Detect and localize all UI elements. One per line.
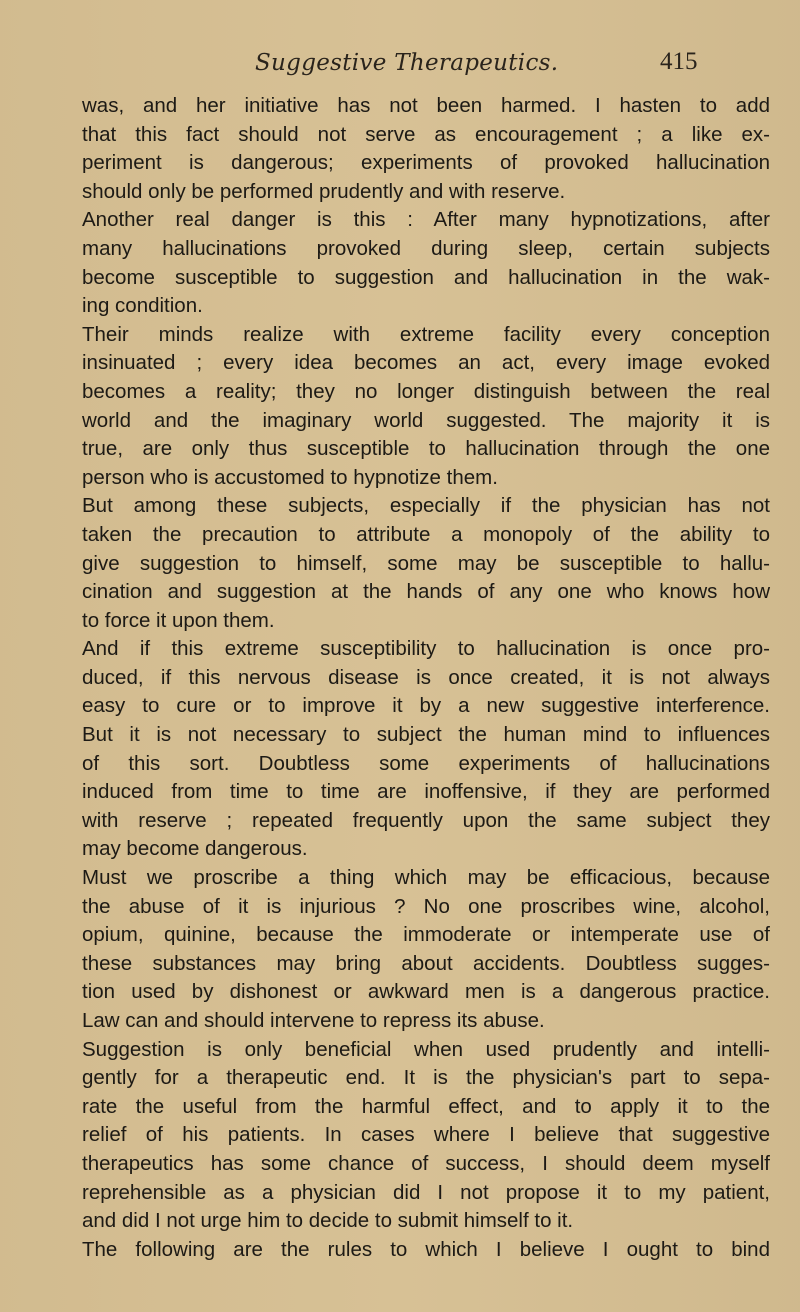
text-line: these substances may bring about accidents. Doubtless sugges- (82, 951, 770, 975)
text-line: Must we proscribe a thing which may be efficacious, because (82, 866, 770, 890)
text-line: Another real danger is this : After many hypnotizations, after (82, 208, 770, 232)
body-text (82, 92, 770, 1264)
text-line: give suggestion to himself, some may be susceptible to hallu- (82, 551, 770, 575)
text-line: was, and her initiative has not been harmed. I hasten to add (82, 94, 770, 117)
text-line: cination and suggestion at the hands of any one who knows how (82, 580, 770, 604)
text-line: taken the precaution to attribute a monopoly of the ability to (82, 522, 770, 546)
text-line: But among these subjects, especially if the physician has not (82, 494, 770, 518)
text-line: opium, quinine, because the immoderate or intemperate use of (82, 923, 770, 947)
running-title: Suggestive Therapeutics. (255, 50, 559, 76)
text-line: Suggestion is only beneficial when used prudently and intelli- (82, 1037, 770, 1061)
text-line: with reserve ; repeated frequently upon the same subject they (82, 808, 770, 832)
text-line: many hallucinations provoked during sleep, certain subjects (82, 236, 770, 260)
text-line: relief of his patients. In cases where I believe that suggestive (82, 1123, 770, 1147)
text-line: tion used by dishonest or awkward men is a dangerous practice. (82, 980, 770, 1004)
text-line: that this fact should not serve as encouragement ; a like ex- (82, 122, 770, 146)
text-line: Their minds realize with extreme facility every conception (82, 322, 770, 346)
text-line: the abuse of it is injurious ? No one proscribes wine, alcohol, (82, 894, 770, 918)
text-line: reprehensible as a physician did I not propose it to my patient, (82, 1180, 770, 1204)
text-line: should only be performed prudently and with reserve. (82, 179, 566, 203)
text-line: easy to cure or to improve it by a new suggestive interference. (82, 694, 770, 718)
text-line: ing condition. (82, 294, 203, 318)
text-line: The following are the rules to which I believe I ought to bind (82, 1237, 770, 1261)
text-line: to force it upon them. (82, 608, 275, 632)
page-number: 415 (660, 48, 698, 75)
text-line: duced, if this nervous disease is once created, it is not always (82, 665, 770, 689)
text-line: of this sort. Doubtless some experiments of hallucinations (82, 751, 770, 775)
text-line: becomes a reality; they no longer distinguish between the real (82, 379, 770, 403)
text-line: world and the imaginary world suggested. The majority it is (82, 408, 770, 432)
text-line: become susceptible to suggestion and hallucination in the wak- (82, 265, 770, 289)
text-line: insinuated ; every idea becomes an act, every image evoked (82, 351, 770, 375)
text-line: may become dangerous. (82, 837, 308, 861)
text-line: therapeutics has some chance of success, I should deem myself (82, 1151, 770, 1175)
text-line: and did I not urge him to decide to submit himself to it. (82, 1209, 574, 1233)
text-line: Law can and should intervene to repress its abuse. (82, 1009, 545, 1032)
text-line: gently for a therapeutic end. It is the physician's part to sepa- (82, 1066, 770, 1090)
text-line: periment is dangerous; experiments of provoked hallucination (82, 151, 770, 175)
text-line: true, are only thus susceptible to hallucination through the one (82, 437, 770, 461)
text-line: person who is accustomed to hypnotize them. (82, 465, 498, 489)
text-line: induced from time to time are inoffensive, if they are performed (82, 780, 770, 804)
text-line: But it is not necessary to subject the human mind to influences (82, 723, 770, 747)
text-line: And if this extreme susceptibility to hallucination is once pro- (82, 637, 770, 661)
text-line: rate the useful from the harmful effect, and to apply it to the (82, 1094, 770, 1118)
